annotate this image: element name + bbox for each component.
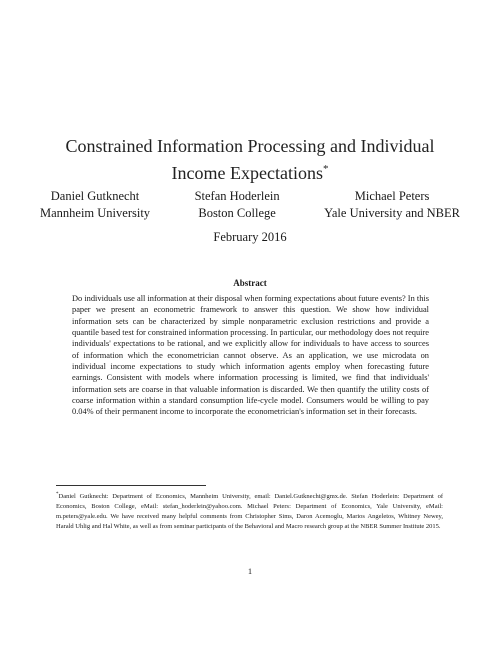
author-affiliation: Yale University and NBER — [324, 206, 460, 220]
footnote-marker: * — [56, 492, 59, 497]
author-3 — [324, 188, 460, 222]
author-affiliation: Boston College — [198, 206, 276, 220]
abstract-text: Do individuals use all information at their disposal when forming expectations about future events? In this paper we present an econometric framework to answer this question. We show how individual information sets can be characterized by simple nonparametric exclusion restrictions and provide a quantile based test for constrained information processing. In particular, our methodology does not require individuals' expectations to be rational, and we explicitly allow for individuals to have access to sources of information which the econometrician cannot observe. As an application, we use microdata on individual income expectations to study which information agents employ when forecasting future earnings. Consistent with models where information processing is limited, we find that individuals' information sets are coarse in that valuable information is discarded. We then quantify the utility costs of coarse information within a standard consumption life-cycle model. Consumers would be willing to pay 0.04% of their permanent income to incorporate the econometrician's information set in their forecasts. — [72, 294, 429, 417]
author-2 — [195, 188, 280, 222]
paper-title — [40, 135, 460, 185]
author-name: Daniel Gutknecht — [50, 189, 140, 203]
footnote-rule — [56, 485, 206, 486]
abstract-heading: Abstract — [233, 278, 267, 288]
title-line-2: Income Expectations — [171, 163, 323, 183]
footnote-text: Daniel Gutknecht: Department of Economics, Mannheim University, email: Daniel.Gutknecht@gmx.de. Stefan Hoderlein: Department of Economics, Boston College, eMail: stefan_hoderlein@yahoo.com. Michael Peters: Department of Economics, Yale University, eMail: m.peters@yale.edu. We have received many helpful comments from Christopher Sims, Daron Acemoglu, Marios Angeletos, Whitney Newey, Harald Uhlig and Hal White, as well as from seminar participants of the Behavioral and Macro research group at the NBER Summer Institute 2015. — [56, 493, 443, 530]
paper-date: February 2016 — [213, 230, 287, 244]
author-1 — [40, 188, 150, 222]
title-line-1: Constrained Information Processing and Individual — [65, 136, 435, 156]
author-block — [40, 188, 460, 222]
author-name: Stefan Hoderlein — [194, 189, 280, 203]
author-affiliation: Mannheim University — [40, 206, 151, 220]
page-number: 1 — [247, 566, 253, 576]
author-name: Michael Peters — [354, 189, 430, 203]
title-footnote-marker: * — [322, 163, 329, 175]
footnote — [56, 490, 443, 532]
